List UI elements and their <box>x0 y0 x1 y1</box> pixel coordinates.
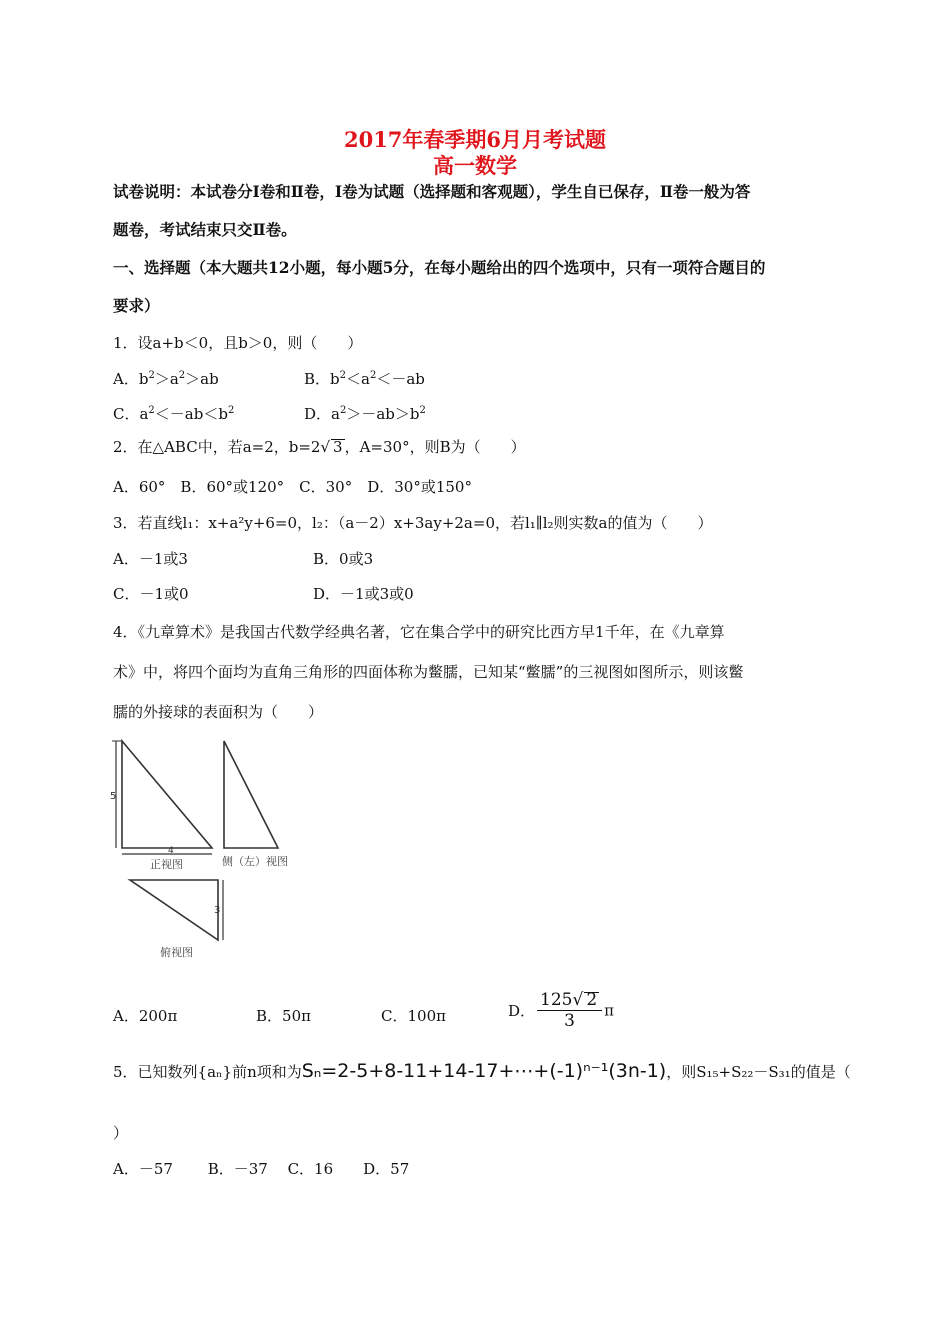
question-4-line-3: 臑的外接球的表面积为（ ） <box>113 703 324 721</box>
fraction-denominator: 3 <box>564 1011 575 1031</box>
question-3-option-c: C．－1或0 <box>113 585 189 603</box>
side-view-triangle <box>224 741 278 848</box>
option-d-prefix: D． <box>508 1002 536 1020</box>
dimension-5-label: 5 <box>110 791 117 802</box>
question-3-option-d: D．－1或3或0 <box>313 585 414 603</box>
side-view-label: 侧（左）视图 <box>222 855 288 868</box>
dimension-4-label: 4 <box>168 846 174 856</box>
exam-title: 2017年春季期6月月考试题 <box>343 127 607 152</box>
question-1-stem: 1．设a+b＜0，且b＞0，则（ ） <box>113 334 363 352</box>
exam-subtitle: 高一数学 <box>433 153 517 178</box>
dimension-3-label: 3 <box>214 905 221 916</box>
question-4-option-d <box>508 990 614 1031</box>
question-5-stem <box>113 1060 851 1082</box>
section-heading-2: 要求） <box>113 296 160 315</box>
option-d-pi: π <box>604 1001 615 1020</box>
question-2-stem <box>113 436 526 457</box>
question-3-option-b: B．0或3 <box>313 550 374 568</box>
sum-formula: Sₙ=2-5+8-11+14-17+⋯+(-1)ⁿ⁻¹(3n-1) <box>301 1060 667 1082</box>
question-1-option-a: A．$b^2>a^2>ab$ <box>113 370 219 388</box>
fraction-numerator: 125 <box>540 990 573 1010</box>
instructions-line-2: 题卷，考试结束只交Ⅱ卷。 <box>113 220 297 239</box>
question-1-option-b: B．$b^2<a^2<-ab$ <box>304 370 425 388</box>
question-4-line-2: 术》中，将四个面均为直角三角形的四面体称为鳖臑，已知某“鳖臑”的三视图如图所示，则该鳖 <box>113 663 744 681</box>
front-view-triangle <box>122 741 212 848</box>
three-view-figure <box>110 735 310 965</box>
top-view-triangle <box>130 880 221 940</box>
question-4-option-b: B．50π <box>256 1007 311 1025</box>
question-2-stem-pre: 2．在△ABC中，若a=2，b=2 <box>113 438 321 456</box>
question-3-option-a: A．－1或3 <box>113 550 188 568</box>
front-view-label: 正视图 <box>150 858 183 871</box>
section-heading-1: 一、选择题（本大题共12小题，每小题5分，在每小题给出的四个选项中，只有一项符合题目的 <box>113 258 766 277</box>
fraction-sqrt-value: 2 <box>586 990 598 1010</box>
question-4-line-1: 4．《九章算术》是我国古代数学经典名著，它在集合学中的研究比西方早1千年，在《九章算 <box>113 623 725 641</box>
question-2-sqrt-value: 3 <box>333 438 343 456</box>
question-3-stem: 3．若直线l₁：x+a²y+6=0，l₂：（a－2）x+3ay+2a=0，若l₁∥l₂则实数a的值为（ ） <box>113 514 713 532</box>
question-5-stem-continued: ） <box>113 1124 129 1142</box>
question-4-option-a: A．200π <box>113 1007 178 1025</box>
question-4-option-c: C．100π <box>381 1007 446 1025</box>
question-2-stem-post: ，A=30°，则B为（ ） <box>344 438 526 456</box>
question-5-stem-post: ，则S₁₅+S₂₂－S₃₁的值是（ <box>666 1063 851 1081</box>
top-view-label: 俯视图 <box>160 946 193 959</box>
option-d-fraction: $\frac{125√ 2}{3}$ <box>537 990 602 1031</box>
question-1-option-d: D．$a^2>-ab>b^2$ <box>304 405 426 423</box>
question-5-options: A．－57 B．－37 C．16 D．57 <box>113 1160 410 1178</box>
instructions-line-1: 试卷说明：本试卷分Ⅰ卷和Ⅱ卷，Ⅰ卷为试题（选择题和客观题），学生自已保存，Ⅱ卷一般为答 <box>113 182 751 201</box>
question-1-option-c: C．$a^2<-ab<b^2$ <box>113 405 235 423</box>
question-2-options: A．60° B．60°或120° C．30° D．30°或150° <box>113 478 472 496</box>
sqrt-sign: √ <box>320 438 331 456</box>
question-5-stem-pre: 5．已知数列{aₙ}前n项和为 <box>113 1063 302 1081</box>
